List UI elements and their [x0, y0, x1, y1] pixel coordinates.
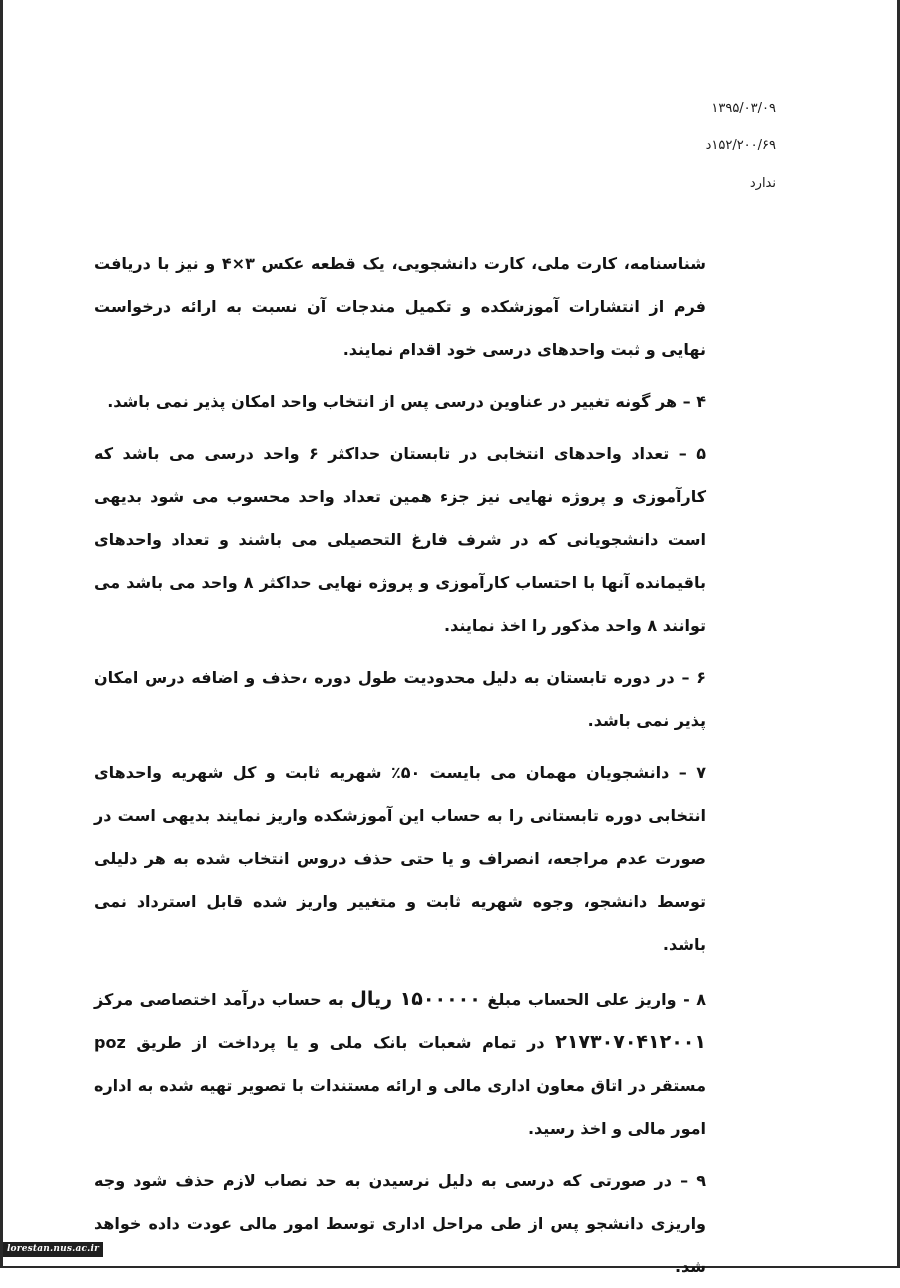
- paragraph-4: ۴ – هر گونه تغییر در عناوین درسی پس از انتخاب واحد امکان پذیر نمی باشد.: [107, 392, 706, 411]
- paragraph-8-middle: به حساب درآمد اختصاصی مرکز: [94, 990, 351, 1009]
- paragraph-8-intro: ۸ - واریز علی الحساب مبلغ: [480, 990, 706, 1009]
- paragraph-3-continuation: شناسنامه، کارت ملی، کارت دانشجویی، یک قطعه عکس ۳×۴ و نیز با دریافت فرم از انتشارات آموزشکده و تکمیل مندجات آن نسبت به ارائه درخواست نهایی و ثبت واحدهای درسی خود اقدام نمایند.: [94, 254, 706, 359]
- paragraph-8-end: در تمام شعبات بانک ملی و یا پرداخت از طریق poz مستقر در اتاق معاون اداری مالی و ارائه مستندات با تصویر تهیه شده به اداره امور مالی و اخذ رسید.: [94, 1033, 706, 1138]
- paragraph-7: ۷ – دانشجویان مهمان می بایست ۵۰٪ شهریه ثابت و کل شهریه واحدهای انتخابی دوره تابستانی را به حساب این آموزشکده واریز نمایند بدیهی است در صورت عدم مراجعه، انصراف و یا حتی حذف دروس انتخاب شده به هر دلیلی توسط دانشجو، وجوه شهریه ثابت و متغییر واریز شده قابل استرداد نمی باشد.: [94, 763, 706, 954]
- payment-amount: ۱۵۰۰۰۰۰ ریال: [350, 988, 481, 1010]
- letter-date: ۱۳۹۵/۰۳/۰۹: [711, 101, 776, 116]
- paragraph-6: ۶ – در دوره تابستان به دلیل محدودیت طول دوره ،حذف و اضافه درس امکان پذیر نمی باشد.: [94, 668, 706, 730]
- account-number: ۲۱۷۳۰۷۰۴۱۲۰۰۱: [555, 1031, 706, 1053]
- paragraph-5: ۵ – تعداد واحدهای انتخابی در تابستان حداکثر ۶ واحد درسی می باشد که کارآموزی و پروژه نهایی نیز جزء همین تعداد واحد محسوب می شود بدیهی است دانشجویانی که در شرف فارغ التحصیلی می باشند و تعداد واحدهای باقیمانده آنها با احتساب کارآموزی و پروژه نهایی حداکثر ۸ واحد می باشد می توانند ۸ واحد مذکور را اخذ نمایند.: [94, 444, 707, 635]
- letter-body: [94, 242, 706, 1288]
- paragraph-8: [94, 978, 706, 1150]
- letter-number: ۱۵۲/۲۰۰/۶۹د: [705, 138, 776, 153]
- site-url-label: lorestan.nus.ac.ir: [3, 1242, 103, 1257]
- letter-attachment: ندارد: [749, 176, 776, 191]
- paragraph-9: ۹ – در صورتی که درسی به دلیل نرسیدن به حد نصاب لازم حذف شود وجه واریزی دانشجو پس از طی مراحل اداری توسط امور مالی عودت داده خواهد شد.: [94, 1171, 706, 1276]
